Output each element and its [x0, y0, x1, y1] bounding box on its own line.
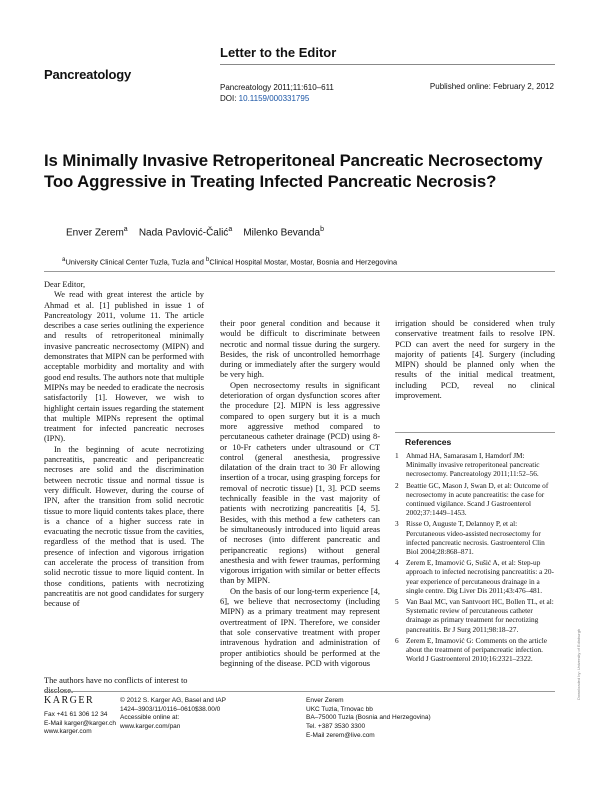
references-heading: References: [405, 437, 452, 447]
footer-rule: [44, 691, 555, 692]
reference-number: 1: [395, 451, 399, 460]
citation-line: Pancreatology 2011;11:610–611: [220, 83, 334, 92]
references-rule: [395, 432, 555, 433]
author-affiliation-mark: a: [228, 226, 233, 233]
body-paragraph: In the beginning of acute necrotizing pancreatitis, pancreatic and peripancreatic necroses are solid and the discrimination between necrotic tissue and normal tissue is very difficult. However, during the course of IPN, after the transition from solid necrotic tissue to more liquid contents takes place, there is a chance of a higher success rate in evacuating the necrotic tissue from the cavities, regardless of the method that is used. The presence of infection and vigorous irrigation can accelerate the process of transition from solid necrotic tissue to more liquid content. In those conditions, patients with necrotizing pancreatitis are not good candidates for surgery because of: [44, 444, 204, 609]
publisher-contact: [44, 711, 116, 737]
reference-number: 2: [395, 480, 399, 490]
corr-name: Enver Zerem: [306, 697, 344, 704]
body-paragraph: irrigation should be considered when truly conservative treatment fails to resolve IPN. PCD can avert the need for surgery in the majority of patients [4]. Surgery (including MIPN) should be planned only when the results of the initial medical treatment, including PCD, reveal no clinical improvement.: [395, 319, 555, 401]
publisher-logo: KARGER: [44, 695, 95, 706]
reference-item: [395, 597, 555, 634]
doi-line: [220, 93, 334, 104]
issn-line: 1424–3903/11/0116–0610$38.00/0: [120, 705, 221, 713]
author-name: Enver Zerem: [66, 227, 124, 239]
online-access-link[interactable]: www.karger.com/pan: [120, 723, 181, 731]
reference-item: [395, 558, 555, 595]
reference-text: Risse O, Auguste T, Delannoy P, et al: Percutaneous video-assisted necrosectomy for infected pancreatic necrosis. Gastroenterol Clin Biol 2004;28:868–871.: [406, 519, 545, 557]
header-rule: [220, 64, 555, 65]
reference-number: 4: [395, 558, 399, 568]
affiliations: [62, 256, 397, 266]
article-title: Is Minimally Invasive Retroperitoneal Pancreatic Necrosectomy Too Aggressive in Treating Infected Pancreatic Necrosis?: [44, 151, 543, 191]
body-column-1: [44, 280, 204, 610]
journal-logo: Pancreatology: [44, 67, 131, 82]
body-paragraph: We read with great interest the article by Ahmad et al. [1] published in issue 1 of Pancreatology 2011, volume 11. The article describes a case series outlining the experience and results of retroperitoneal minimally invasive pancreatic necrosectomy (MIPN) and demonstrates that MIPN can be performed with acceptable morbidity and mortality and with good end results. The authors note that multiple MIPNs may be needed to eradicate the necrosis satisfactorily [1]. However, we wish to highlight certain issues regarding the statement that multiple MIPNs represent the optimal treatment for infected pancreatic necroses (IPN).: [44, 290, 204, 444]
reference-number: 5: [395, 597, 399, 607]
salutation: Dear Editor,: [44, 280, 86, 289]
reference-list: [395, 451, 555, 665]
reference-number: 6: [395, 635, 399, 645]
body-rule: [44, 271, 555, 272]
author-affiliation-mark: a: [123, 226, 128, 233]
affiliation-mark: b: [205, 256, 210, 263]
published-online: Published online: February 2, 2012: [429, 82, 554, 91]
publisher-fax: Fax +41 61 306 12 34: [44, 711, 108, 718]
citation-block: [220, 82, 334, 104]
reference-item: [395, 481, 555, 518]
reference-item: [395, 519, 555, 556]
copyright-line: © 2012 S. Karger AG, Basel and IAP: [120, 697, 226, 704]
publisher-website[interactable]: www.karger.com: [44, 728, 92, 736]
reference-text: Zerem E, Imamović G: Comments on the article about the treatment of peripancreatic infection. World J Gastroenterol 2010;16:2321–2322.: [406, 635, 548, 664]
body-column-3: [395, 319, 555, 401]
reference-text: Beattie GC, Mason J, Swan D, et al: Outcome of necrosectomy in acute pancreatitis: the case for continued vigilance. Scand J Gastroenterol 2002;37:1449–1453.: [406, 480, 549, 518]
affiliation-b: Clinical Hospital Mostar, Mostar, Bosnia and Herzegovina: [209, 257, 398, 267]
reference-text: Zerem E, Imamović G, Sušić A, et al: Step-up approach to infected necrotising pancreatitis: a 20-year experience of percutaneous drainage in a single centre. Dig Liver Dis 2011;43:476–481.: [406, 558, 554, 595]
corr-dept: UKC Tuzla, Trnovac bb: [306, 705, 373, 713]
body-paragraph: On the basis of our long-term experience [4, 6], we believe that necrosectomy (including MIPN) as a primary treatment may represent overtreatment of IPN. Therefore, we consider that sole conservative treatment with proper intravenous hydration and administration of proper antibiotics should be performed at the beginning of the disease. PCD with vigorous: [220, 586, 380, 668]
doi-label: DOI:: [220, 94, 239, 103]
corr-tel: Tel. +387 3530 3300: [306, 723, 366, 731]
author-name: Milenko Bevanda: [243, 227, 321, 239]
body-paragraph: their poor general condition and because it would be difficult to discriminate between necrotic and normal tissue during the surgery. Besides, the risk of uncontrolled hemorrhage during or immediately after the surgery would be very high.: [220, 319, 380, 380]
online-access-label: Accessible online at:: [120, 714, 180, 722]
reference-number: 3: [395, 519, 399, 529]
conflict-statement: The authors have no conflicts of interest to: [44, 676, 188, 685]
body-column-2: [220, 319, 380, 669]
download-watermark: Downloaded by: University of Edinburgh: [576, 628, 581, 700]
copyright-block: [120, 697, 226, 732]
affiliation-mark: a: [62, 256, 66, 263]
correspondence-block: [306, 697, 431, 741]
reference-item: [395, 451, 555, 479]
affiliation-a: University Clinical Center Tuzla, Tuzla and: [65, 257, 206, 267]
body-paragraph: Open necrosectomy results in significant deterioration of organ dysfunction scores after the procedure [2]. MIPN is less aggressive compared to open surgery but it is a much more aggressive method compared to percutaneous catheter drainage (PCD) using 8- or 10-Fr catheters under ultrasound or CT control (general anesthesia, progressive dilatation of the drain tract to 30 Fr allowing insertion of a trocar, using grasping forceps for removal of necrotic tissue) [1, 3]. PCD seems technically feasible in the vast majority of patients with necrotizing pancreatitis [4, 5]. Besides, with this method a few catheters can be simultaneously introduced into liquid areas of necroses (into different pancreatic and peripancreatic regions) without general anesthesia and with fewer traumas, performing vigorous irrigation with similar or better effects than by MIPN.: [220, 380, 380, 586]
doi-link[interactable]: 10.1159/000331795: [238, 94, 310, 103]
article-type: Letter to the Editor: [220, 45, 337, 60]
corr-email[interactable]: E-Mail zerem@live.com: [306, 731, 375, 739]
publisher-email[interactable]: E-Mail karger@karger.ch: [44, 719, 116, 727]
reference-item: [395, 636, 555, 664]
author-list: [66, 226, 324, 238]
reference-text: Van Baal MC, van Santvoort HC, Bollen TL, et al: Systematic review of percutaneous catheter drainage as primary treatment for necrotizing pancreatitis. Br J Surg 2011;98:18–27.: [406, 597, 554, 634]
author-name: Nada Pavlović-Čalić: [138, 227, 229, 239]
author-affiliation-mark: b: [320, 226, 324, 233]
corr-city: BA–75000 Tuzla (Bosnia and Herzegovina): [306, 714, 431, 722]
reference-text: Ahmad HA, Samarasam I, Hamdorf JM: Minimally invasive retroperitoneal pancreatic necrosectomy. Pancreatology 2011;11:52–56.: [406, 451, 540, 479]
